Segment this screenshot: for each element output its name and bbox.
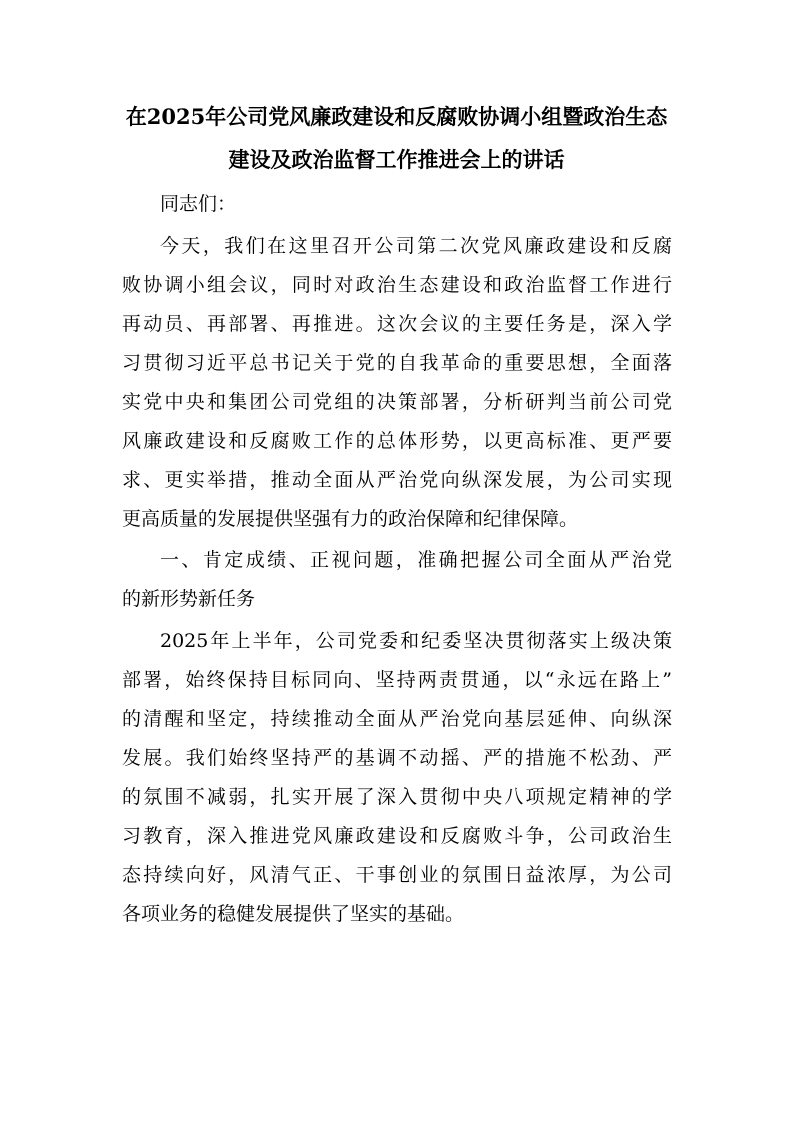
paragraph-1-line-6: 风廉政建设和反腐败工作的总体形势，以更高标准、更严要: [122, 430, 672, 452]
section-heading-line-2: 的新形势新任务: [122, 588, 256, 610]
paragraph-2-line-8: 各项业务的稳健发展提供了坚实的基础。: [122, 903, 465, 925]
document-title-line-1: 在2025年公司党风廉政建设和反腐败协调小组暨政治生态: [125, 104, 668, 129]
paragraph-2-line-1: 2025年上半年，公司党委和纪委坚决贯彻落实上级决策: [160, 630, 672, 652]
paragraph-2-line-7: 态持续向好，风清气正、干事创业的氛围日益浓厚，为公司: [122, 864, 672, 886]
section-heading-line-1: 一、肯定成绩、正视问题，准确把握公司全面从严治党: [160, 549, 672, 571]
paragraph-1-line-3: 再动员、再部署、再推进。这次会议的主要任务是，深入学: [122, 313, 672, 335]
paragraph-1-line-8: 更高质量的发展提供坚强有力的政治保障和纪律保障。: [122, 508, 579, 530]
paragraph-1-line-4: 习贯彻习近平总书记关于党的自我革命的重要思想，全面落: [122, 352, 672, 374]
paragraph-1-line-5: 实党中央和集团公司党组的决策部署，分析研判当前公司党: [122, 391, 672, 413]
paragraph-2-line-3: 的清醒和坚定，持续推动全面从严治党向基层延伸、向纵深: [122, 708, 672, 730]
paragraph-2-line-2: 部署，始终保持目标同向、坚持两责贯通，以“永远在路上”: [122, 669, 672, 691]
paragraph-1-line-7: 求、更实举措，推动全面从严治党向纵深发展，为公司实现: [122, 469, 672, 491]
paragraph-1-line-1: 今天，我们在这里召开公司第二次党风廉政建设和反腐: [160, 235, 672, 257]
paragraph-2-line-6: 习教育，深入推进党风廉政建设和反腐败斗争，公司政治生: [122, 825, 672, 847]
paragraph-2-line-5: 的氛围不减弱，扎实开展了深入贯彻中央八项规定精神的学: [122, 786, 672, 808]
paragraph-2-line-4: 发展。我们始终坚持严的基调不动摇、严的措施不松劲、严: [122, 747, 672, 769]
paragraph-1-line-2: 败协调小组会议，同时对政治生态建设和政治监督工作进行: [122, 274, 672, 296]
salutation: 同志们：: [160, 193, 237, 215]
document-title-line-2: 建设及政治监督工作推进会上的讲话: [228, 147, 565, 172]
